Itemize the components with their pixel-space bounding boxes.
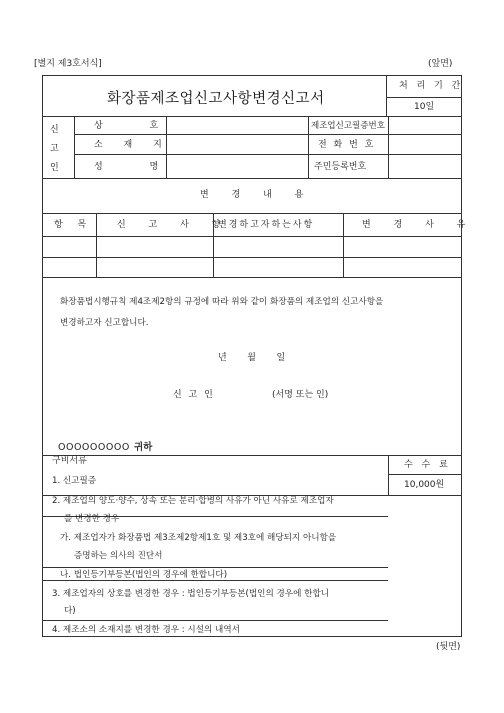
back-side-label: (뒷면) [436,642,461,652]
signature-field[interactable] [212,386,268,402]
applicant-char-2: 고 [50,144,59,154]
change-row-1-reason[interactable] [344,237,461,256]
signature-note: (서명 또는 인) [272,390,329,400]
required-docs-title: 구비서류 [52,456,87,466]
change-details-header: 변 경 내 용 [200,190,314,200]
change-row-2-requested[interactable] [214,258,342,276]
date-line: 년 월 일 [218,353,289,363]
cert-number-label: 제조업신고필증번호 [311,121,385,131]
change-row-1-reported[interactable] [97,237,212,256]
trade-name-label: 상 호 [94,121,181,131]
applicant-char-3: 인 [50,163,59,173]
doc-item-1: 1. 신고필증 [52,476,97,486]
name-field[interactable] [167,155,307,177]
form-number: [별지 제3호서식] [34,59,102,69]
fee-label: 수 수 료 [404,460,451,470]
phone-label: 전 화 번 호 [318,140,376,150]
processing-period-value: 10일 [414,102,435,112]
doc-item-2a-cont: 증명하는 의사의 진단서 [74,551,163,561]
change-row-2-reason[interactable] [344,258,461,276]
applicant-signature-label: 신 고 인 [173,390,215,400]
cert-number-field[interactable] [389,117,461,133]
form-title: 화장품제조업신고사항변경신고서 [107,91,325,107]
doc-item-2-cont: 를 변경한 경우 [64,514,120,524]
fee-value: 10,000원 [404,480,445,490]
recipient: OOOOOOOOO [58,442,130,453]
col-reason: 변 경 사 유 [362,220,476,230]
rrn-label: 주민등록번호 [314,162,367,172]
doc-item-4: 4. 제조소의 소재지를 변경한 경우 : 시설의 내역서 [52,625,240,635]
doc-item-2a: 가. 제조업자가 화장품법 제3조제2항제1호 및 제3호에 해당되지 아니함을 [60,533,337,543]
col-reported: 신 고 사 항 [117,220,231,230]
front-side-label: (앞면) [428,59,453,69]
address-label: 소 재 지 [94,140,171,150]
phone-field[interactable] [389,135,461,153]
trade-name-field[interactable] [167,117,307,133]
recipient-suffix: 귀하 [134,442,153,453]
col-item: 항 목 [54,220,93,230]
change-row-1-requested[interactable] [214,237,342,256]
change-row-1-item[interactable] [43,237,95,256]
doc-item-3-cont: 다) [64,606,76,616]
rrn-field[interactable] [389,155,461,177]
declaration-line-2: 변경하고자 신고합니다. [60,318,149,328]
doc-item-2: 2. 제조업의 양도·양수, 상속 또는 분리·합병의 사유가 아닌 사유로 제조업자 [52,496,334,506]
doc-item-3: 3. 제조업자의 상호를 변경한 경우 : 법인등기부등본(법인의 경우에 한합니 [52,589,330,599]
name-label: 성 명 [94,162,181,172]
doc-item-2b: 나. 법인등기부등본(법인의 경우에 한합니다) [60,570,228,580]
processing-period-label: 처 리 기 간 [399,81,464,91]
declaration-line-1: 화장품법시행규칙 제4조제2항의 규정에 따라 위와 같이 화장품의 제조업의 신고사항을 [60,297,384,307]
col-requested-change: 변경하고자하는사항 [218,220,315,230]
address-field[interactable] [167,135,307,153]
change-row-2-item[interactable] [43,258,95,276]
applicant-char-1: 신 [50,125,59,135]
change-row-2-reported[interactable] [97,258,212,276]
